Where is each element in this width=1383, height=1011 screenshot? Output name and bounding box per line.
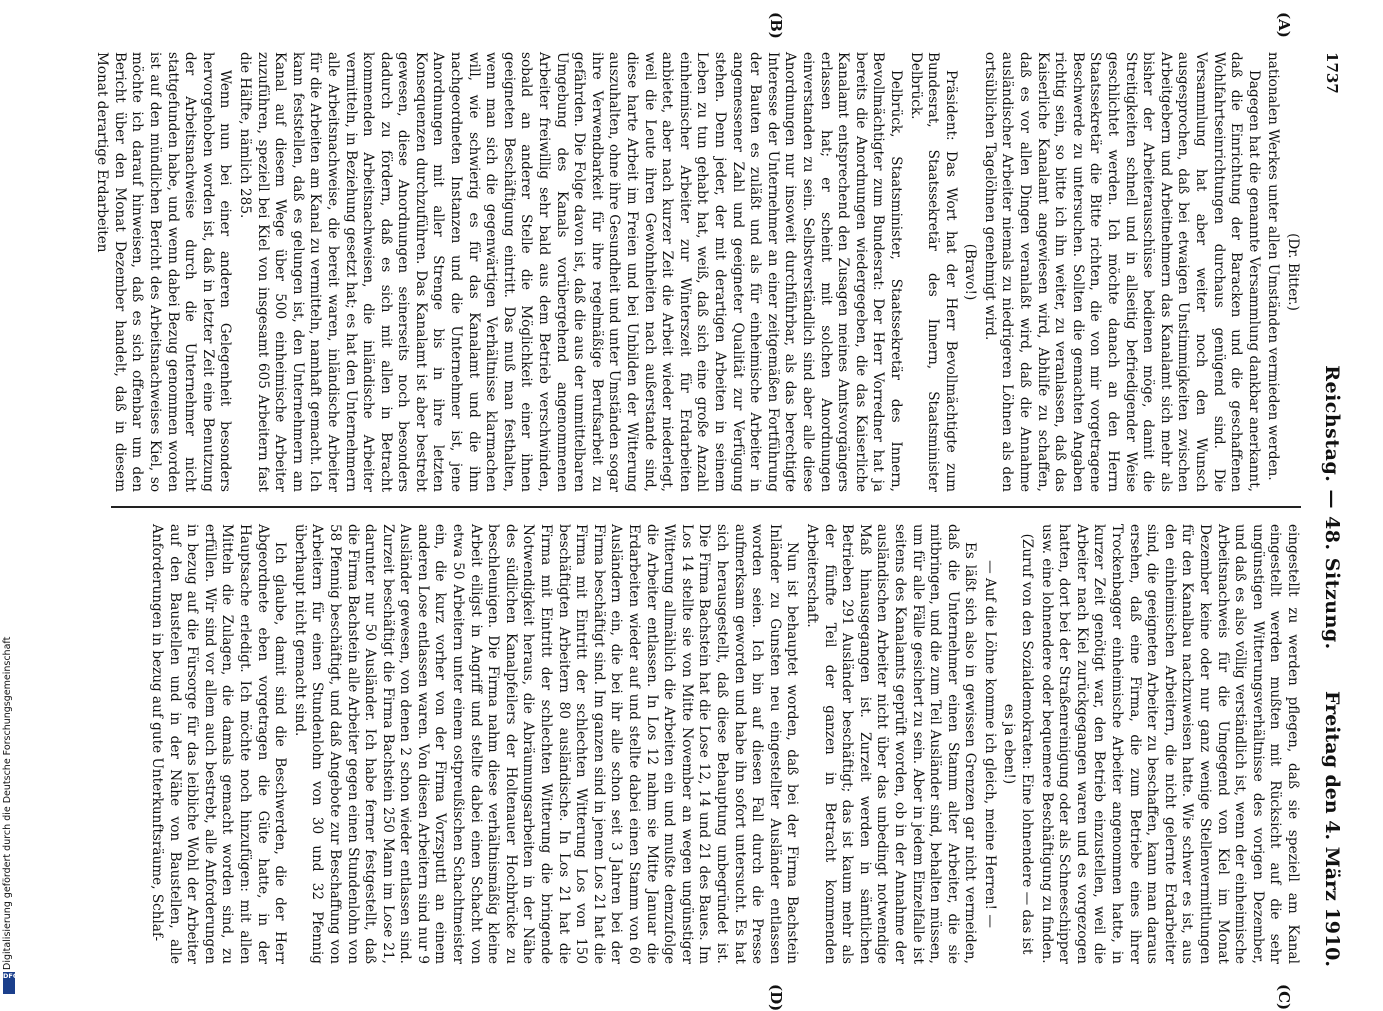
page-number: 1737 [1323, 52, 1341, 94]
left-column [94, 52, 1301, 492]
page-header [1315, 40, 1345, 975]
paragraph: nationalen Werkes unter allen Umständen vermieden werden. [1265, 52, 1282, 481]
credit-text: Digitalisierung gefördert durch die Deutsche Forschungsgemeinschaft [2, 636, 13, 970]
interjection: (Zuruf von den Sozialdemokraten: Eine lohnendere — das ist es ja eben!) [1001, 533, 1036, 955]
margin-mark-d: (D) [767, 984, 785, 1011]
interjection: (Bravo!) [962, 243, 979, 301]
speaker-note: (Dr. Bitter.) [1285, 233, 1301, 311]
interjection: — Auf die Löhne komme ich gleich, meine Herren! — [981, 560, 998, 928]
digitization-credit [2, 0, 19, 1000]
paragraph: Nun ist behauptet worden, daß bei der Firma Bachstein Inländer zu Gunsten neu eingestellter Ausländer entlassen worden seien. Ich bin auf diesen Fall durch die Presse aufmerksam geworden und habe ihn sofort untersucht. Es hat sich herausgestellt, daß diese Behauptung unbegründet ist. Die Firma Bachstein hat die Lose 12, 14 und 21 des Baues. Im Los 14 stellte sie von Mitte November an wegen ungünstiger Witterung allmählich die Arbeiten ein und mußte demzufolge die Arbeiter entlassen. In Los 12 nahm sie Mitte Januar die Erdarbeiten wieder auf und stellte dabei einen Stamm von 60 Ausländern ein, die bei ihr alle schon seit 3 Jahren bei der Firma beschäftigt sind. Im ganzen sind in jenem Los 21 hat die Firma mit Eintritt der schlechten Witterung Los von 150 beschäftigten Arbeitern 80 ausländische. In Los 21 hat die Firma mit Eintritt der schlechten Witterung die bringende Notwendigkeit heraus, die Abräumungsarbeiten in der Nähe des südlichen Kanalpfeilers der Holtenauer Hochbrücke zu beschleunigen. Die Firma nahm diese verhältnismäßig kleine Arbeit eiligst in Angriff und stellte dabei einen Schacht von etwa 50 Arbeitern unter einem ostpreußischen Schachtmeister ein, die kurz vorher von der Firma Vorzsputtl an einem anderen Lose entlassen waren. Von diesen Arbeitern sind nur 9 Ausländer gewesen, von denen 2 schon wieder entlassen sind. Zurzeit beschäftigt die Firma Bachstein 250 Mann im Lose 21, darunter nur 50 Ausländer. Ich habe ferner festgestellt, daß die Firma Bachstein alle Arbeiter gegen einen Stundenlohn von 58 Pfennig beschäftigt, und daß Angebote zur Beschaffung von Arbeitern für einen Stundenlohn von 30 und 32 Pfennig überhaupt nicht gemacht sind. [291, 524, 801, 964]
paragraph: Dagegen hat die genannte Versammlung dankbar anerkannt, daß die Einrichtung der Baracken und die geschaffenen Wohlfahrtseinrichtungen durchaus genügend sind. Die Versammlung hat aber weiter noch den Wunsch ausgesprochen, daß bei etwaigen Unstimmigkeiten zwischen Arbeitgebern und Arbeitnehmern das Kanalamt sich mehr als bisher der Arbeiterausschüsse bedienen möge, damit die Streitigkeiten schnell und in allseitig befriedigender Weise geschlichtet werden. Ich möchte danach an den Herrn Staatssekretär die Bitte richten, die von mir vorgetragene Beschwerde zu untersuchen. Sollten die gemachten Angaben richtig sein, so bitte ich ihn weiter, zu veranlassen, daß das Kaiserliche Kanalamt angewiesen wird, Abhilfe zu schaffen, daß es vor allen Dingen veranlaßt wird, daß die Annahme ausländischer Arbeiter niemals zu niedrigeren Löhnen als den ortsüblichen Tagelöhnen genehmigt wird. [981, 52, 1262, 492]
session-date: Freitag den 4. März 1910. [1321, 691, 1343, 967]
dfg-logo: DFG [3, 972, 15, 994]
paragraph: Delbrück, Staatsminister, Staatssekretär des Innern, Bevollmächtigter zum Bundesrat: Der Herr Vorredner hat ja bereits die Anordnungen wiedergegeben, die das Kaiserliche Kanalamt entsprechend den Zusagen meines Amtsvorgängers erlassen hat; er scheint mit solchen Anordnungen einverstanden zu sein. Selbstverständlich sind aber alle diese Anordnungen nur insoweit durchführbar, als das berechtigte Interesse der Unternehmer an einer zeitgemäßen Fortführung der Bauten es zuläßt und als für einheimische Arbeiter in angemessener Zahl und geeigneter Qualität zur Verfügung stehen. Denn jeder, der mit derartigen Arbeiten in seinem Leben zu tun gehabt hat, weiß, daß sich eine große Anzahl einheimischer Arbeiter zur Winterszeit für Erdarbeiten anbietet, aber nach kurzer Zeit die Arbeit wieder niederlegt, weil die Leute ihren Gewohnheiten nach außerstande sind, diese harte Arbeit im Freien und bei Unbilden der Witterung auszuhalten, ohne ihre Gesundheit und unter Umständen sogar ihre Verwendbarkeit für ihre regelmäßige Berufsarbeit zu gefährden. Die Folge davon ist, daß die aus der unmittelbaren Umgebung des Kanals vorübergehend angenommenen Arbeiter freiwillig sehr bald aus dem Betrieb verschwinden, sobald an anderer Stelle die Möglichkeit einer ihnen geeigneten Beschäftigung eintritt. Das muß man festhalten, wenn man sich die gegenwärtigen Verhältnisse klarmachen will, wie schwierig es für das Kanalamt und die ihm nachgeordneten Instanzen und die Unternehmer ist, jene Anordnungen mit aller Strenge bis in ihre letzten Konsequenzen durchzuführen. Das Kanalamt ist aber bestrebt gewesen, diese Anordnungen seinerseits noch besonders dadurch zu fördern, daß es sich mit allen in Betracht kommenden Arbeitsnachweisen, die inländische Arbeiter vermitteln, in Beziehung gesetzt hat; es hat den Unternehmern alle Arbeitsnachweise, die bereit waren, inländische Arbeiter für die Arbeiten am Kanal zu vermitteln, namhaft gemacht. Ich kann feststellen, daß es gelungen ist, den Unternehmern am Kanal auf diesem Wege über 500 einheimische Arbeiter zuzuführen, speziell bei Kiel von insgesamt 605 Arbeitern fast die Hälfte, nämlich 285. [236, 52, 904, 492]
paragraph: Ich glaube, damit sind die Beschwerden, die der Herr Abgeordnete eben vorgetragen die Güte hatte, in der Hauptsache erledigt. Ich möchte noch hinzufügen: mit allen Mitteln die Zulagen, die damals gemacht worden sind, zu erfüllen. Wir sind vor allem auch bestrebt, alle Anforderungen in bezug auf die Fürsorge für das leibliche Wohl der Arbeiter auf den Baustellen und in der Nähe von Baustellen, alle Anforderungen in bezug auf gute Unterkunftsräume, Schlaf- [149, 524, 289, 964]
scanned-page [80, 12, 1345, 1011]
paragraph: Es läßt sich also in gewissen Grenzen gar nicht vermeiden, daß die Unternehmer einen Stamm alter Arbeiter, die sie mitbringen, und die zum Teil Ausländer sind, behalten müssen, um für alle Fälle gesichert zu sein. Aber in jedem Einzelfalle ist seitens des Kanalamts geprüft worden, ob in der Annahme der ausländischen Arbeiter nicht über das unbedingt notwendige Maß hinausgegangen ist. Zurzeit werden in sämtlichen Betrieben 291 Ausländer beschäftigt; das ist kaum mehr als der fünfte Teil der ganzen in Betracht kommenden Arbeiterschaft. [803, 524, 979, 964]
paragraph: Präsident: Das Wort hat der Herr Bevollmächtigte zum Bundesrat, Staatssekretär des Innern, Staatsminister Delbrück. [907, 52, 959, 492]
running-title: Reichstag. — 48. Sitzung. [1321, 365, 1343, 650]
margin-mark-b: (B) [767, 12, 785, 39]
margin-mark-c: (C) [1275, 984, 1293, 1011]
column-divider [111, 506, 1301, 508]
paragraph: eingestellt zu werden pflegen, daß sie speziell am Kanal eingestellt werden mußten mit Rücksicht auf die sehr ungünstigen Witterungsverhältnisse des vorigen Dezember, und daß es also völlig verständlich ist, wenn der einheimische Arbeitsnachweis für die Umgegend von Kiel im Monat Dezember keine oder nur ganz wenige Stellenvermittlungen für den Kanalbau nachzuweisen hatte. Wie schwer es ist, aus den einheimischen Arbeitern, die nicht gelernte Erdarbeiter sind, die geeigneten Arbeiter zu beschaffen, kann man daraus ersehen, daß eine Firma, die zum Betriebe eines ihrer Trockenbagger einheimische Arbeiter angenommen hatte, in kurzer Zeit genötigt war, den Betrieb einzustellen, weil die Arbeiter nach Kiel zurückgegangen waren und es vorgezogen hatten, dort bei der Straßenreinigung oder als Schneeschipper usw. eine lohnendere oder bequemere Beschäftigung zu finden. [1038, 524, 1301, 964]
paragraph: Wenn nun bei einer anderen Gelegenheit besonders hervorgehoben worden ist, daß in letzter Zeit eine Benutzung der Arbeitsnachweise durch die Unternehmer nicht stattgefunden habe, und wenn dabei Bezug genommen worden ist auf den mündlichen Bericht des Arbeitsnachweises Kiel, so möchte ich darauf hinweisen, daß es sich offenbar um den Bericht über den Monat Dezember handelt, daß in diesem Monat derartige Erdarbeiten [94, 52, 234, 492]
margin-mark-a: (A) [1275, 12, 1293, 38]
right-column [101, 524, 1301, 964]
